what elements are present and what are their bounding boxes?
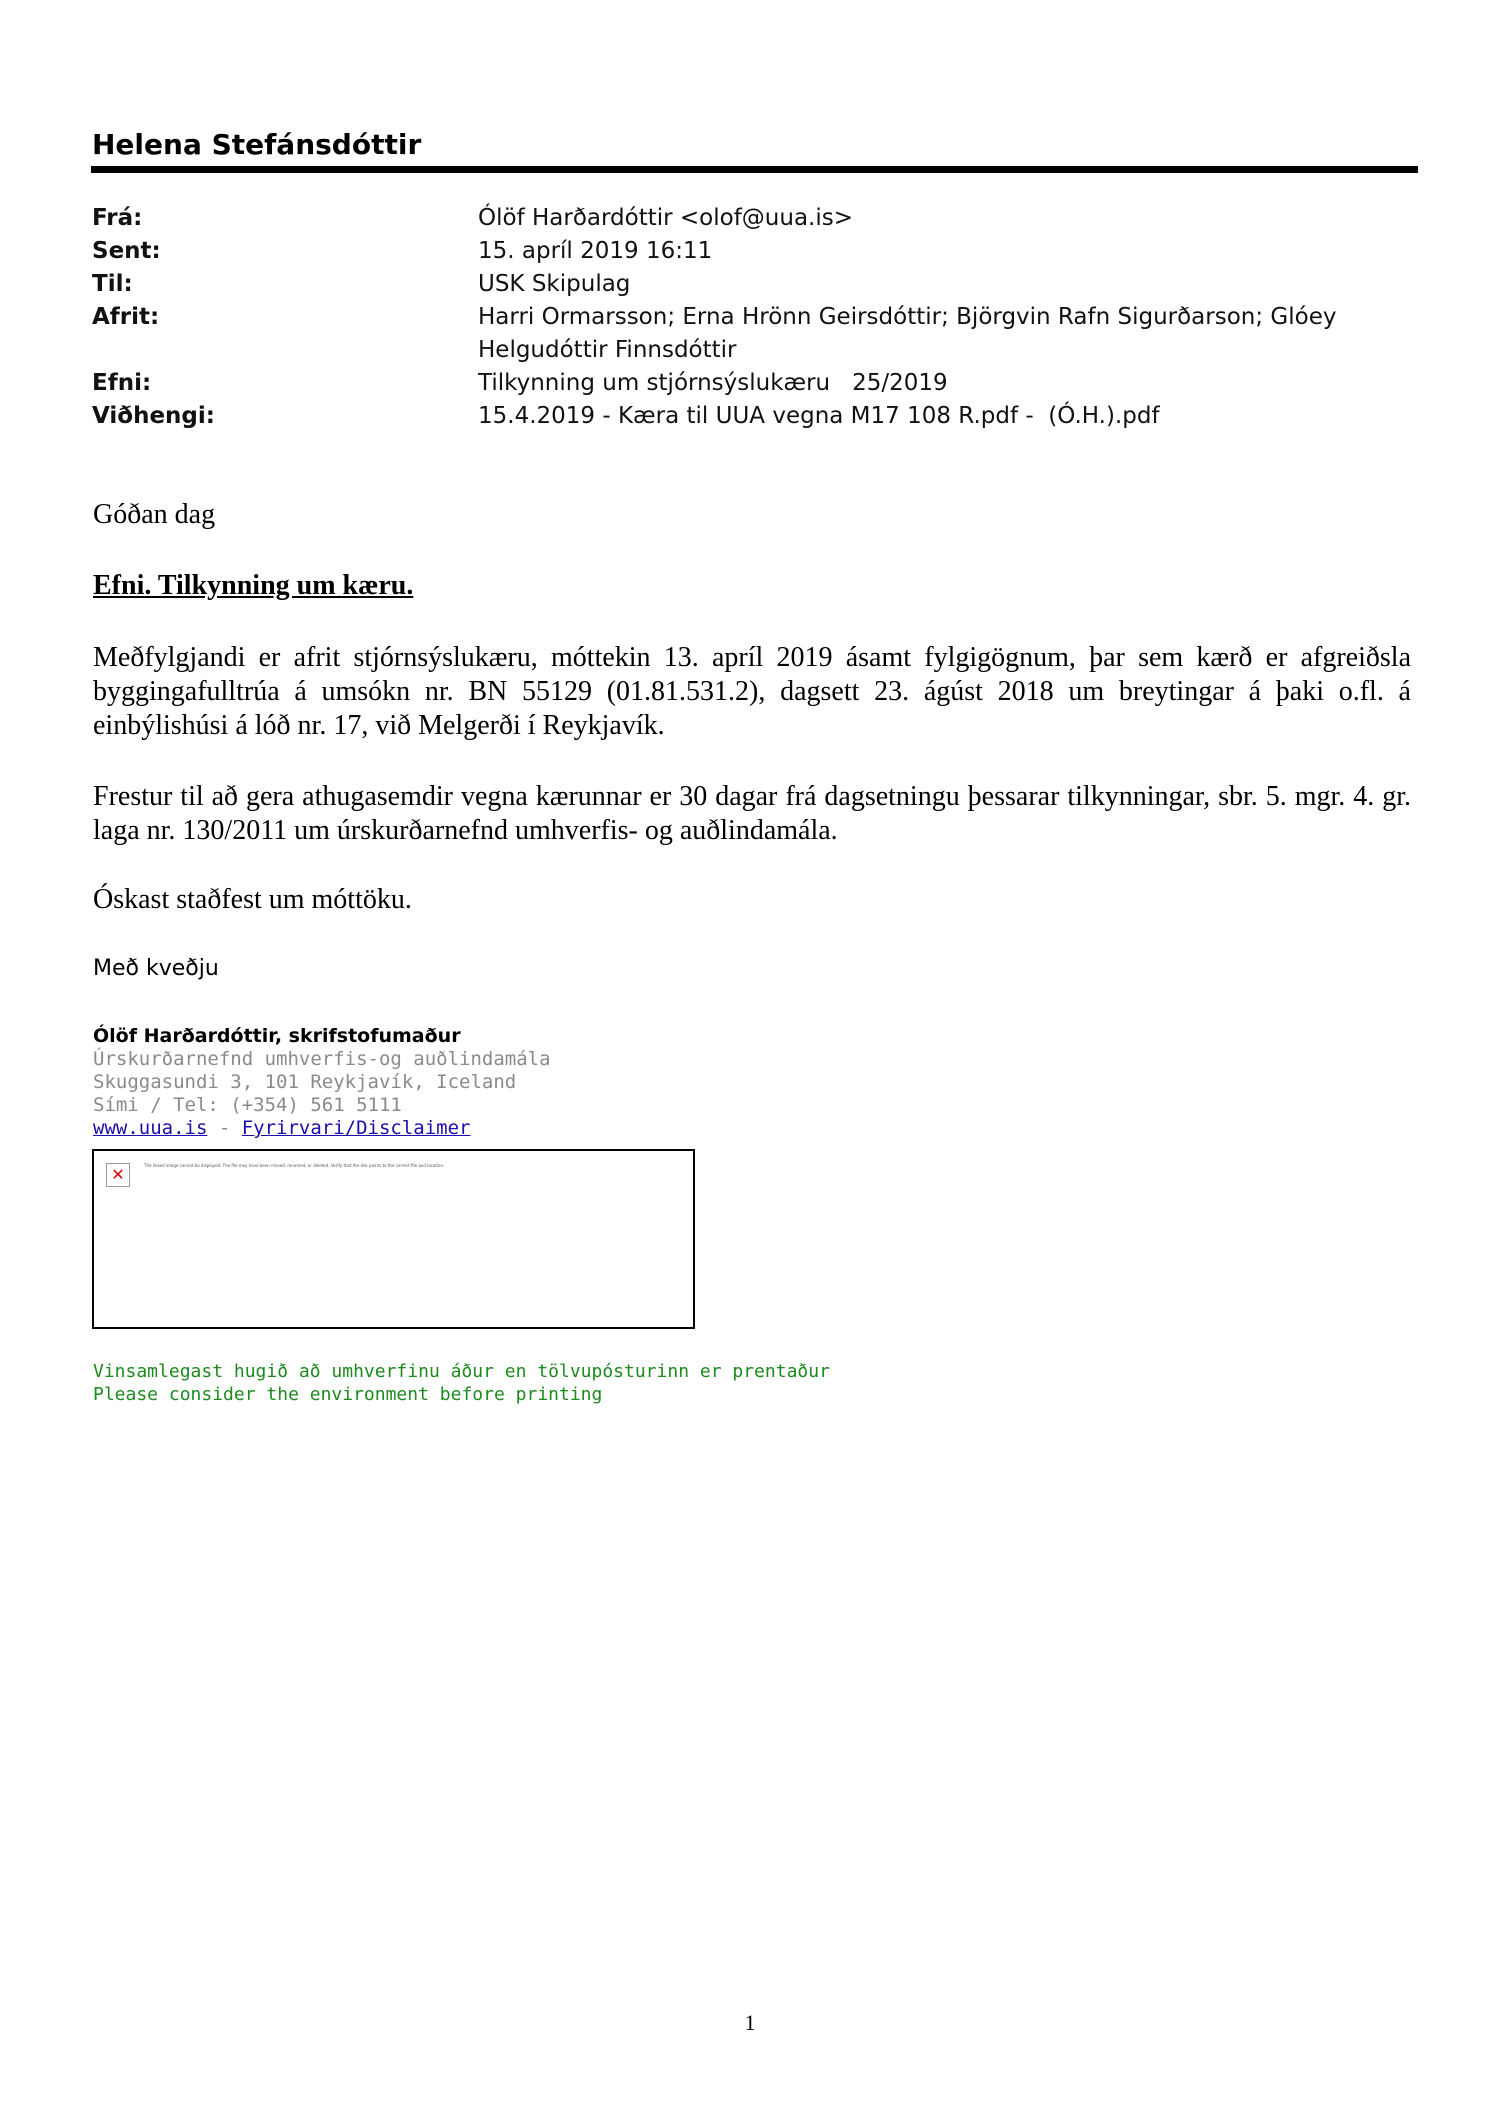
body-paragraph-1: Meðfylgjandi er afrit stjórnsýslukæru, móttekin 13. apríl 2019 ásamt fylgigögnum, þar sem kærð er afgreiðsla byggingafulltrúa á umsókn nr. BN 55129 (01.81.531.2), dagsett 23. ágúst 2018 um breytingar á þaki o.fl. á einbýlishúsi á lóð nr. 17, við Melgerði í Reykjavík. [93, 642, 1411, 741]
header-row-to [92, 268, 1412, 301]
header-row-from [92, 202, 1412, 235]
link-separator: - [207, 1117, 242, 1139]
signature-address: Skuggasundi 3, 101 Reykjavík, Iceland [93, 1071, 517, 1093]
signature-name-title: Ólöf Harðardóttir, skrifstofumaður [93, 1025, 461, 1047]
signature-links [93, 1117, 551, 1140]
header-row-cc [92, 301, 1412, 367]
to-label: Til: [92, 271, 133, 297]
greeting: Góðan dag [93, 499, 216, 530]
cc-value [478, 301, 1412, 367]
signature-organization: Úrskurðarnefnd umhverfis-og auðlindamála [93, 1048, 551, 1070]
attachments-label: Viðhengi: [92, 403, 215, 429]
subject-label: Efni: [92, 370, 152, 396]
sent-label: Sent: [92, 238, 161, 264]
sent-value: 15. apríl 2019 16:11 [478, 238, 713, 264]
broken-image-icon: ✕ [106, 1163, 130, 1187]
closing: Með kveðju [93, 956, 219, 981]
body-subject-line: Efni. Tilkynning um kæru. [93, 570, 414, 601]
from-label: Frá: [92, 205, 143, 231]
cc-label: Afrit: [92, 304, 160, 330]
cc-value-line2: Helgudóttir Finnsdóttir [478, 337, 737, 363]
body-paragraph-2: Frestur til að gera athugasemdir vegna kærunnar er 30 dagar frá dagsetningu þessarar tilkynningar, sbr. 5. mgr. 4. gr. laga nr. 130/2011 um úrskurðarnefnd umhverfis- og auðlindamála. [93, 781, 1411, 846]
mailbox-owner-name: Helena Stefánsdóttir [92, 128, 422, 161]
cc-value-line1: Harri Ormarsson; Erna Hrönn Geirsdóttir; Björgvin Rafn Sigurðarson; Glóey [478, 304, 1337, 330]
from-value: Ólöf Harðardóttir <olof@uua.is> [478, 205, 854, 231]
disclaimer-link[interactable]: Fyrirvari/Disclaimer [241, 1117, 471, 1139]
header-row-subject [92, 367, 1412, 400]
subject-value: Tilkynning um stjórnsýslukæru 25/2019 [478, 370, 948, 396]
header-rule [91, 166, 1418, 173]
signature-phone: Sími / Tel: (+354) 561 5111 [93, 1094, 402, 1116]
website-link[interactable]: www.uua.is [93, 1117, 208, 1139]
environment-note [93, 1360, 830, 1406]
embedded-image-placeholder [92, 1149, 695, 1329]
to-value: USK Skipulag [478, 271, 631, 297]
attachments-value: 15.4.2019 - Kæra til UUA vegna M17 108 R.pdf - (Ó.H.).pdf [478, 403, 1160, 429]
header-row-attachments [92, 400, 1412, 433]
page-number: 1 [744, 2010, 756, 2035]
environment-note-english: Please consider the environment before printing [93, 1384, 603, 1405]
header-row-sent [92, 235, 1412, 268]
image-placeholder-text: The linked image cannot be displayed. The file may have been moved, renamed, or deleted. Verify that the link points to the correct file and location. [144, 1163, 445, 1168]
environment-note-icelandic: Vinsamlegast hugið að umhverfinu áður en tölvupósturinn er prentaður [93, 1361, 830, 1382]
email-signature [93, 1025, 551, 1140]
confirmation-request: Óskast staðfest um móttöku. [93, 884, 412, 915]
email-header [92, 202, 1412, 433]
